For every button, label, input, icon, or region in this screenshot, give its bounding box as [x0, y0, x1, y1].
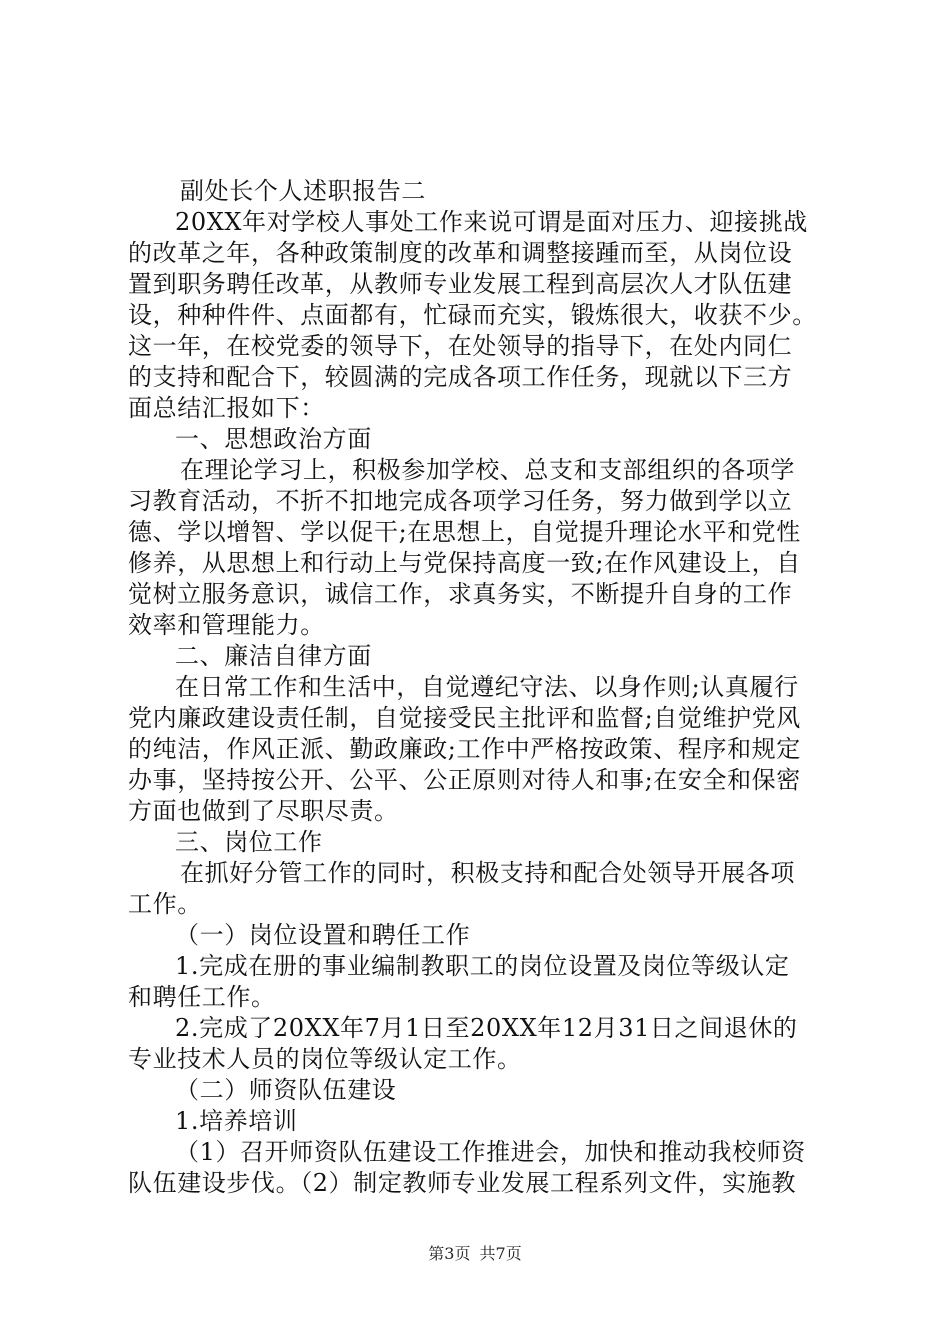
paragraph-line: 办事，坚持按公开、公平、公正原则对待人和事;在安全和保密 — [128, 766, 801, 794]
paragraph-line: 的纯洁，作风正派、勤政廉政;工作中严格按政策、程序和规定 — [128, 735, 801, 763]
item-heading: 1.培养培训 — [175, 1107, 298, 1135]
page-number: 第3页 — [428, 1244, 471, 1263]
paragraph-line: 德、学以增智、学以促干;在思想上，自觉提升理论水平和党性 — [128, 518, 801, 546]
paragraph-line: 和聘任工作。 — [128, 983, 276, 1011]
section-heading: 一、思想政治方面 — [175, 425, 372, 453]
paragraph-line: 觉树立服务意识，诚信工作，求真务实，不断提升自身的工作 — [128, 580, 793, 608]
paragraph-line: 2.完成了20XX年7月1日至20XX年12月31日之间退休的 — [175, 1014, 798, 1042]
section-heading: 三、岗位工作 — [175, 828, 323, 856]
paragraph-line: 在理论学习上，积极参加学校、总支和支部组织的各项学 — [180, 456, 795, 484]
paragraph-line: 这一年，在校党委的领导下，在处领导的指导下，在处内同仁 — [128, 332, 793, 360]
paragraph-line: 的支持和配合下，较圆满的完成各项工作任务，现就以下三方 — [128, 363, 793, 391]
paragraph-line: 置到职务聘任改革，从教师专业发展工程到高层次人才队伍建 — [128, 270, 793, 298]
paragraph-line: 党内廉政建设责任制，自觉接受民主批评和监督;自觉维护党风 — [128, 704, 801, 732]
page-total: 共7页 — [479, 1244, 522, 1263]
subsection-heading: （一）岗位设置和聘任工作 — [175, 921, 471, 949]
page-footer — [0, 1244, 950, 1264]
paragraph-line: 习教育活动，不折不扣地完成各项学习任务，努力做到学以立 — [128, 487, 793, 515]
document-title: 副处长个人述职报告二 — [180, 177, 426, 205]
paragraph-line: 在日常工作和生活中，自觉遵纪守法、以身作则;认真履行 — [175, 673, 799, 701]
paragraph-line: 工作。 — [128, 890, 202, 918]
paragraph-line: 在抓好分管工作的同时，积极支持和配合处领导开展各项 — [180, 859, 795, 887]
document-body — [128, 176, 838, 1199]
paragraph-line: 修养，从思想上和行动上与党保持高度一致;在作风建设上，自 — [128, 549, 801, 577]
paragraph-line: 1.完成在册的事业编制教职工的岗位设置及岗位等级认定 — [175, 952, 790, 980]
paragraph-line: 20XX年对学校人事处工作来说可谓是面对压力、迎接挑战 — [175, 208, 808, 236]
paragraph-line: 队伍建设步伐。（2）制定教师专业发展工程系列文件，实施教 — [128, 1169, 797, 1197]
paragraph-line: 面总结汇报如下： — [128, 394, 325, 422]
paragraph-line: 方面也做到了尽职尽责。 — [128, 797, 399, 825]
paragraph-line: 效率和管理能力。 — [128, 611, 325, 639]
paragraph-line: （1）召开师资队伍建设工作推进会，加快和推动我校师资 — [175, 1138, 806, 1166]
paragraph-line: 专业技术人员的岗位等级认定工作。 — [128, 1045, 522, 1073]
subsection-heading: （二）师资队伍建设 — [175, 1076, 397, 1104]
paragraph-line: 设，种种件件、点面都有，忙碌而充实，锻炼很大，收获不少。 — [128, 301, 817, 329]
section-heading: 二、廉洁自律方面 — [175, 642, 372, 670]
paragraph-line: 的改革之年，各种政策制度的改革和调整接踵而至，从岗位设 — [128, 239, 793, 267]
